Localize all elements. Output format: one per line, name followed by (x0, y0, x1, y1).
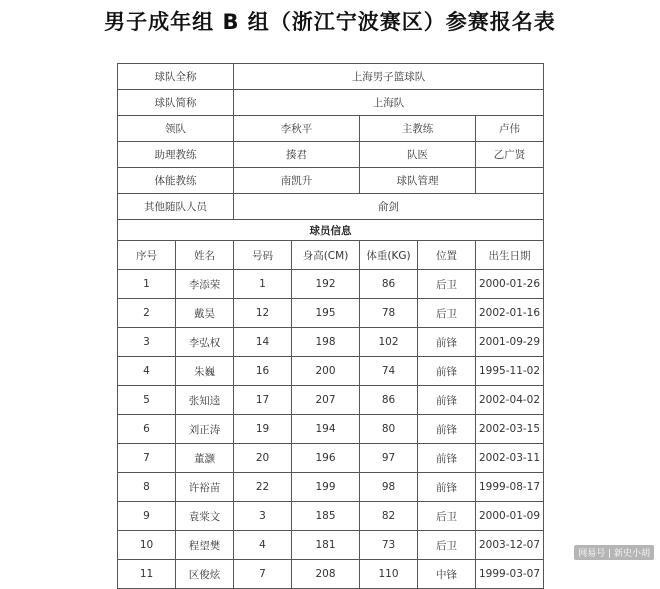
table-cell: 2000-01-09 (476, 502, 544, 531)
team-manager-value (476, 168, 544, 194)
table-cell: 5 (118, 386, 176, 415)
table-cell: 2002-01-16 (476, 299, 544, 328)
table-cell: 袁棠文 (176, 502, 234, 531)
header-cell: 姓名 (176, 241, 234, 270)
row-players-section (118, 220, 544, 241)
watermark: 网易号 | 新史小胡 (574, 545, 654, 560)
table-cell: 朱巍 (176, 357, 234, 386)
table-cell: 194 (292, 415, 360, 444)
table-cell: 刘正涛 (176, 415, 234, 444)
table-cell: 前锋 (418, 444, 476, 473)
table-cell: 2003-12-07 (476, 531, 544, 560)
table-cell: 82 (360, 502, 418, 531)
table-cell: 98 (360, 473, 418, 502)
leader-label: 领队 (118, 116, 234, 142)
player-rows (118, 270, 544, 589)
table-cell: 后卫 (418, 531, 476, 560)
players-section-title: 球员信息 (118, 220, 544, 241)
table-row (118, 444, 544, 473)
table-cell: 2000-01-26 (476, 270, 544, 299)
table-cell: 后卫 (418, 502, 476, 531)
team-doctor-label: 队医 (360, 142, 476, 168)
table-cell: 14 (234, 328, 292, 357)
header-cell: 号码 (234, 241, 292, 270)
table-cell: 3 (118, 328, 176, 357)
table-cell: 程望樊 (176, 531, 234, 560)
table-row (118, 415, 544, 444)
table-cell: 8 (118, 473, 176, 502)
page-title: 男子成年组 B 组（浙江宁波赛区）参赛报名表 (104, 10, 556, 34)
table-cell: 73 (360, 531, 418, 560)
table-cell: 1 (234, 270, 292, 299)
table-cell: 董灏 (176, 444, 234, 473)
row-short-name (118, 90, 544, 116)
table-cell: 2 (118, 299, 176, 328)
table-cell: 185 (292, 502, 360, 531)
table-cell: 22 (234, 473, 292, 502)
header-cell: 体重(KG) (360, 241, 418, 270)
team-manager-label: 球队管理 (360, 168, 476, 194)
table-cell: 前锋 (418, 328, 476, 357)
table-row (118, 386, 544, 415)
table-cell: 86 (360, 386, 418, 415)
table-cell: 2001-09-29 (476, 328, 544, 357)
table-cell: 78 (360, 299, 418, 328)
table-cell: 12 (234, 299, 292, 328)
table-cell: 1 (118, 270, 176, 299)
full-name-value: 上海男子篮球队 (234, 64, 544, 90)
table-row (118, 357, 544, 386)
registration-form-table (117, 63, 544, 589)
table-cell: 张知逵 (176, 386, 234, 415)
players-header-row (118, 241, 544, 270)
table-cell: 208 (292, 560, 360, 589)
assistant-coach-value: 揍君 (234, 142, 360, 168)
table-cell: 前锋 (418, 357, 476, 386)
table-cell: 207 (292, 386, 360, 415)
table-cell: 1999-03-07 (476, 560, 544, 589)
table-cell: 86 (360, 270, 418, 299)
table-cell: 11 (118, 560, 176, 589)
table-row (118, 270, 544, 299)
table-cell: 195 (292, 299, 360, 328)
table-cell: 7 (118, 444, 176, 473)
table-cell: 2002-03-11 (476, 444, 544, 473)
table-cell: 戴昊 (176, 299, 234, 328)
fitness-coach-label: 体能教练 (118, 168, 234, 194)
table-cell: 后卫 (418, 299, 476, 328)
table-cell: 许裕苗 (176, 473, 234, 502)
table-cell: 110 (360, 560, 418, 589)
table-row (118, 473, 544, 502)
leader-value: 李秋平 (234, 116, 360, 142)
table-cell: 前锋 (418, 386, 476, 415)
table-row (118, 328, 544, 357)
table-cell: 80 (360, 415, 418, 444)
table-cell: 97 (360, 444, 418, 473)
table-cell: 181 (292, 531, 360, 560)
table-cell: 李弘权 (176, 328, 234, 357)
table-cell: 102 (360, 328, 418, 357)
short-name-label: 球队简称 (118, 90, 234, 116)
table-cell: 74 (360, 357, 418, 386)
header-cell: 序号 (118, 241, 176, 270)
row-full-name (118, 64, 544, 90)
table-row (118, 299, 544, 328)
table-cell: 10 (118, 531, 176, 560)
table-cell: 198 (292, 328, 360, 357)
other-staff-value: 俞剑 (234, 194, 544, 220)
row-leader (118, 116, 544, 142)
table-cell: 20 (234, 444, 292, 473)
table-cell: 区俊炫 (176, 560, 234, 589)
table-cell: 李添荣 (176, 270, 234, 299)
table-cell: 前锋 (418, 415, 476, 444)
table-cell: 192 (292, 270, 360, 299)
table-cell: 4 (118, 357, 176, 386)
head-coach-label: 主教练 (360, 116, 476, 142)
table-cell: 1995-11-02 (476, 357, 544, 386)
full-name-label: 球队全称 (118, 64, 234, 90)
table-cell: 6 (118, 415, 176, 444)
table-cell: 后卫 (418, 270, 476, 299)
table-row (118, 531, 544, 560)
table-cell: 2002-03-15 (476, 415, 544, 444)
header-cell: 身高(CM) (292, 241, 360, 270)
table-cell: 17 (234, 386, 292, 415)
head-coach-value: 卢伟 (476, 116, 544, 142)
table-cell: 16 (234, 357, 292, 386)
table-cell: 3 (234, 502, 292, 531)
table-cell: 1999-08-17 (476, 473, 544, 502)
table-cell: 2002-04-02 (476, 386, 544, 415)
row-assistant (118, 142, 544, 168)
table-cell: 19 (234, 415, 292, 444)
short-name-value: 上海队 (234, 90, 544, 116)
other-staff-label: 其他随队人员 (118, 194, 234, 220)
table-cell: 199 (292, 473, 360, 502)
assistant-coach-label: 助理教练 (118, 142, 234, 168)
fitness-coach-value: 南凯升 (234, 168, 360, 194)
row-other-staff (118, 194, 544, 220)
table-row (118, 502, 544, 531)
table-cell: 196 (292, 444, 360, 473)
table-cell: 9 (118, 502, 176, 531)
table-cell: 中锋 (418, 560, 476, 589)
table-cell: 4 (234, 531, 292, 560)
table-cell: 7 (234, 560, 292, 589)
header-cell: 位置 (418, 241, 476, 270)
table-cell: 前锋 (418, 473, 476, 502)
table-cell: 200 (292, 357, 360, 386)
header-cell: 出生日期 (476, 241, 544, 270)
row-fitness (118, 168, 544, 194)
team-doctor-value: 乙广贤 (476, 142, 544, 168)
